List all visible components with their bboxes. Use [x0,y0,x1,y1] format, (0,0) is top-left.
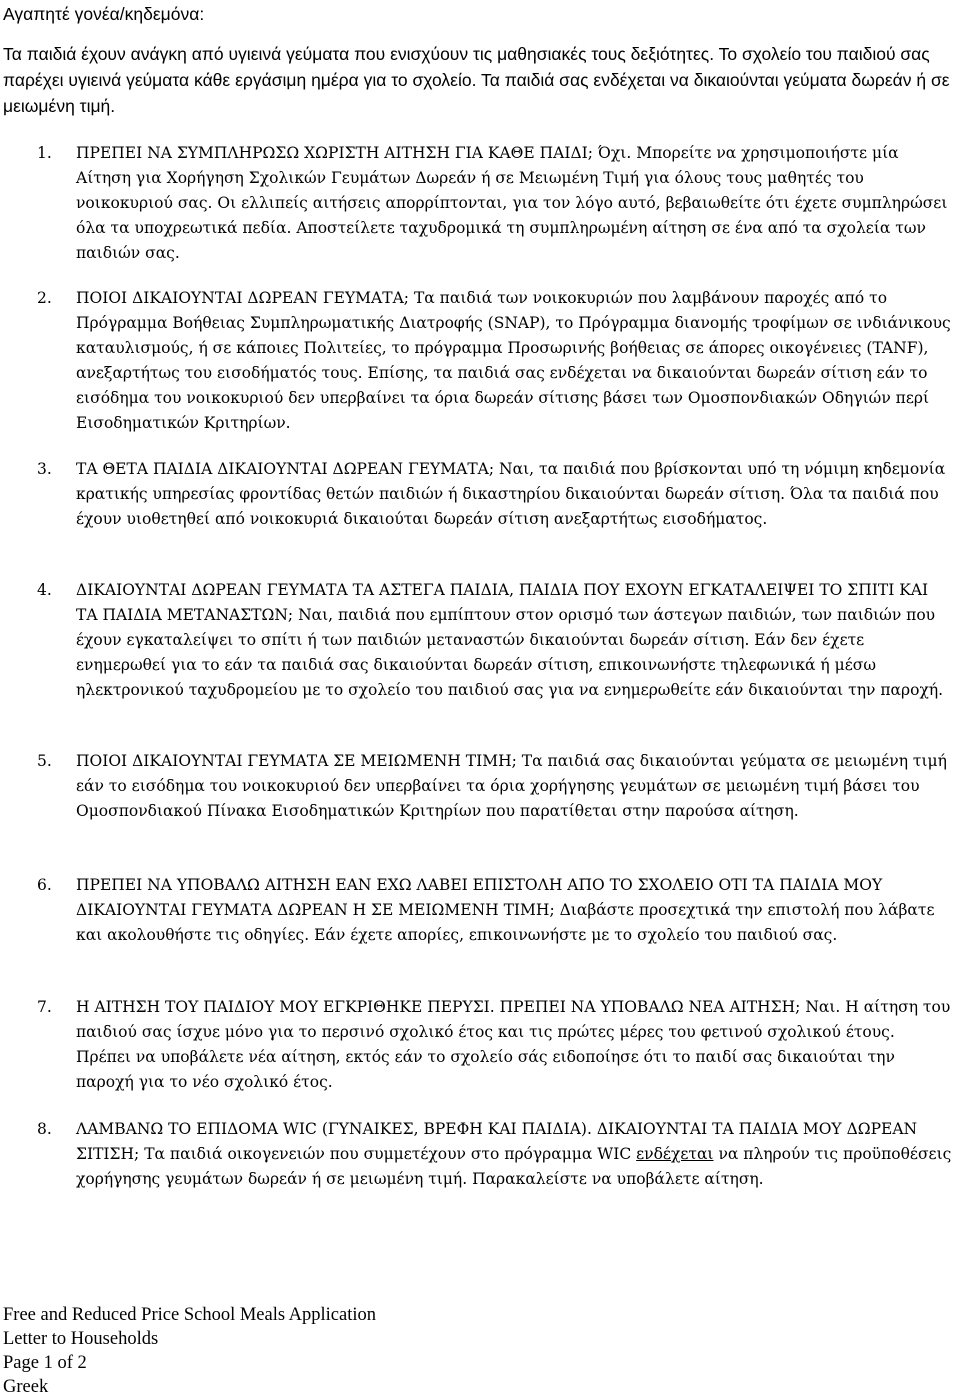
item-question: ΠΟΙΟΙ ΔΙΚΑΙΟΥΝΤΑΙ ΔΩΡΕΑΝ ΓΕΥΜΑΤΑ; [76,289,409,307]
item-question: ΠΡΕΠΕΙ ΝΑ ΣΥΜΠΛΗΡΩΣΩ ΧΩΡΙΣΤΗ ΑΙΤΗΣΗ ΓΙΑ ΚΑΘΕ ΠΑΙΔΙ; [76,144,593,162]
item-answer: Διαβάστε προσεχτικά την επιστολή που λάβατε και ακολουθήστε τις οδηγίες. Εάν έχετε απορίες, επικοινωνήστε με το σχολείο του παιδιού σας. [76,901,935,944]
item-number: 6. [37,876,52,894]
item-question: ΠΟΙΟΙ ΔΙΚΑΙΟΥΝΤΑΙ ΓΕΥΜΑΤΑ ΣΕ ΜΕΙΩΜΕΝΗ ΤΙΜΗ; [76,752,517,770]
item-answer: Τα παιδιά των νοικοκυριών που λαμβάνουν παροχές από το Πρόγραμμα Βοήθειας Συμπληρωματικής Διατροφής (SNAP), το Πρόγραμμα διανομής τροφίμων σε ινδιάνικους καταυλισμούς, ή σε κάποιες Πολιτείες, το πρόγραμμα Προσωρινής βοήθειας σε άπορες οικογένειες (TANF), ανεξαρτήτως του εισοδήματός τους. Επίσης, τα παιδιά σας ενδέχεται να δικαιούνται δωρεάν σίτιση εάν το εισόδημα του νοικοκυριού δεν υπερβαίνει τα όρια δωρεάν σίτισης βάσει των Ομοσπονδιακών Οδηγιών περί Εισοδηματικών Κριτηρίων. [76,289,951,432]
list-item-5 [0,749,952,824]
item-answer: Ναι. Η αίτηση του παιδιού σας ίσχυε μόνο για το περσινό σχολικό έτος και τις πρώτες μέρες του φετινού σχολικού έτους. Πρέπει να υποβάλετε νέα αίτηση, εκτός εάν το σχολείο σάς ειδοποίησε ότι το παιδί σας δικαιούται την παροχή για το νέο σχολικό έτος. [76,998,951,1091]
item-number: 4. [37,581,52,599]
wic-link[interactable]: ενδέχεται [636,1145,714,1163]
item-answer: Όχι. Μπορείτε να χρησιμοποιήστε μία Αίτηση για Χορήγηση Σχολικών Γευμάτων Δωρεάν ή σε Μειωμένη Τιμή για όλους τους μαθητές του νοικοκυριού σας. Οι ελλιπείς αιτήσεις απορρίπτονται, για τον λόγο αυτό, βεβαιωθείτε ότι έχετε συμπληρώσει όλα τα υποχρεωτικά πεδία. Αποστείλετε ταχυδρομικά τη συμπληρωμένη αίτηση σε ένα από τα σχολεία των παιδιών σας. [76,144,948,262]
item-question: ΔΙΚΑΙΟΥΝΤΑΙ ΔΩΡΕΑΝ ΓΕΥΜΑΤΑ ΤΑ ΑΣΤΕΓΑ ΠΑΙΔΙΑ, ΠΑΙΔΙΑ ΠΟΥ ΕΧΟΥΝ ΕΓΚΑΤΑΛΕΙΨΕΙ ΤΟ ΣΠΙΤΙ ΚΑΙ ΤΑ ΠΑΙΔΙΑ ΜΕΤΑΝΑΣΤΩΝ; [76,581,929,624]
item-question: ΠΡΕΠΕΙ ΝΑ ΥΠΟΒΑΛΩ ΑΙΤΗΣΗ ΕΑΝ ΕΧΩ ΛΑΒΕΙ ΕΠΙΣΤΟΛΗ ΑΠΟ ΤΟ ΣΧΟΛΕΙΟ ΟΤΙ ΤΑ ΠΑΙΔΙΑ ΜΟΥ ΔΙΚΑΙΟΥΝΤΑΙ ΓΕΥΜΑΤΑ ΔΩΡΕΑΝ Η ΣΕ ΜΕΙΩΜΕΝΗ ΤΙΜΗ; [76,876,883,919]
item-answer: Τα παιδιά σας δικαιούνται γεύματα σε μειωμένη τιμή εάν το εισόδημα του νοικοκυριού δεν υπερβαίνει τα όρια χορήγησης γευμάτων σε μειωμένη τιμή βάσει του Ομοσπονδιακού Πίνακα Εισοδηματικών Κριτηρίων που παρατίθεται στην παρούσα αίτηση. [76,752,947,820]
item-number: 5. [37,752,52,770]
item-number: 2. [37,289,52,307]
list-item-2 [0,286,952,436]
list-item-1 [0,141,952,266]
list-item-4 [0,578,952,703]
list-item-6 [0,873,952,948]
footer-form-title: Free and Reduced Price School Meals Application [3,1305,376,1325]
item-answer: Ναι, παιδιά που εμπίπτουν στον ορισμό των άστεγων παιδιών, των παιδιών που έχουν εγκαταλείψει το σπίτι ή των παιδιών μεταναστών δικαιούνται δωρεάν σίτιση. Εάν δεν έχετε ενημερωθεί για το εάν τα παιδιά σας δικαιούνται δωρεάν σίτιση, επικοινωνήστε τηλεφωνικά ή μέσω ηλεκτρονικού ταχυδρομείου με το σχολείο του παιδιού σας για να ενημερωθείτε εάν δικαιούνται την παροχή. [76,606,944,699]
footer-page-number: Page 1 of 2 [3,1353,87,1373]
item-answer-part: να πληρούν τις προϋποθέσεις χορήγησης γευμάτων δωρεάν ή σε μειωμένη τιμή. Παρακαλείστε να υποβάλετε αίτηση. [76,1145,952,1188]
item-answer-part: Τα παιδιά οικογενειών που συμμετέχουν στο πρόγραμμα WIC [144,1145,632,1163]
footer-language: Greek [3,1377,49,1397]
salutation: Αγαπητέ γονέα/κηδεμόνα: [3,4,205,24]
item-question: Η ΑΙΤΗΣΗ ΤΟΥ ΠΑΙΔΙΟΥ ΜΟΥ ΕΓΚΡΙΘΗΚΕ ΠΕΡΥΣΙ. ΠΡΕΠΕΙ ΝΑ ΥΠΟΒΑΛΩ ΝΕΑ ΑΙΤΗΣΗ; [76,998,801,1016]
list-item-8 [0,1117,952,1192]
item-number: 3. [37,460,52,478]
footer [3,1303,376,1399]
item-answer [76,1145,951,1188]
item-number: 7. [37,998,52,1016]
item-question: ΤΑ ΘΕΤΑ ΠΑΙΔΙΑ ΔΙΚΑΙΟΥΝΤΑΙ ΔΩΡΕΑΝ ΓΕΥΜΑΤΑ; [76,460,495,478]
list-item-7 [0,995,952,1095]
intro-paragraph: Τα παιδιά έχουν ανάγκη από υγιεινά γεύματα που ενισχύουν τις μαθησιακές τους δεξιότητες. Το σχολείο του παιδιού σας παρέχει υγιεινά γεύματα κάθε εργάσιμη ημέρα για το σχολείο. Τα παιδιά σας ενδέχεται να δικαιούνται γεύματα δωρεάν ή σε μειωμένη τιμή. [3,44,950,116]
item-answer: Ναι, τα παιδιά που βρίσκονται υπό τη νόμιμη κηδεμονία κρατικής υπηρεσίας φροντίδας θετών παιδιών ή δικαστηρίου δικαιούνται δωρεάν σίτιση. Όλα τα παιδιά που έχουν υιοθετηθεί από νοικοκυριά δικαιούται δωρεάν σίτιση ανεξαρτήτως εισοδήματος. [76,460,946,528]
footer-letter-title: Letter to Households [3,1329,159,1349]
item-question: ΛΑΜΒΑΝΩ ΤΟ ΕΠΙΔΟΜΑ WIC (ΓΥΝΑΙΚΕΣ, ΒΡΕΦΗ ΚΑΙ ΠΑΙΔΙΑ). ΔΙΚΑΙΟΥΝΤΑΙ ΤΑ ΠΑΙΔΙΑ ΜΟΥ ΔΩΡΕΑΝ ΣΙΤΙΣΗ; [76,1120,918,1163]
item-number: 1. [37,144,52,162]
item-number: 8. [37,1120,52,1138]
list-item-3 [0,457,952,532]
